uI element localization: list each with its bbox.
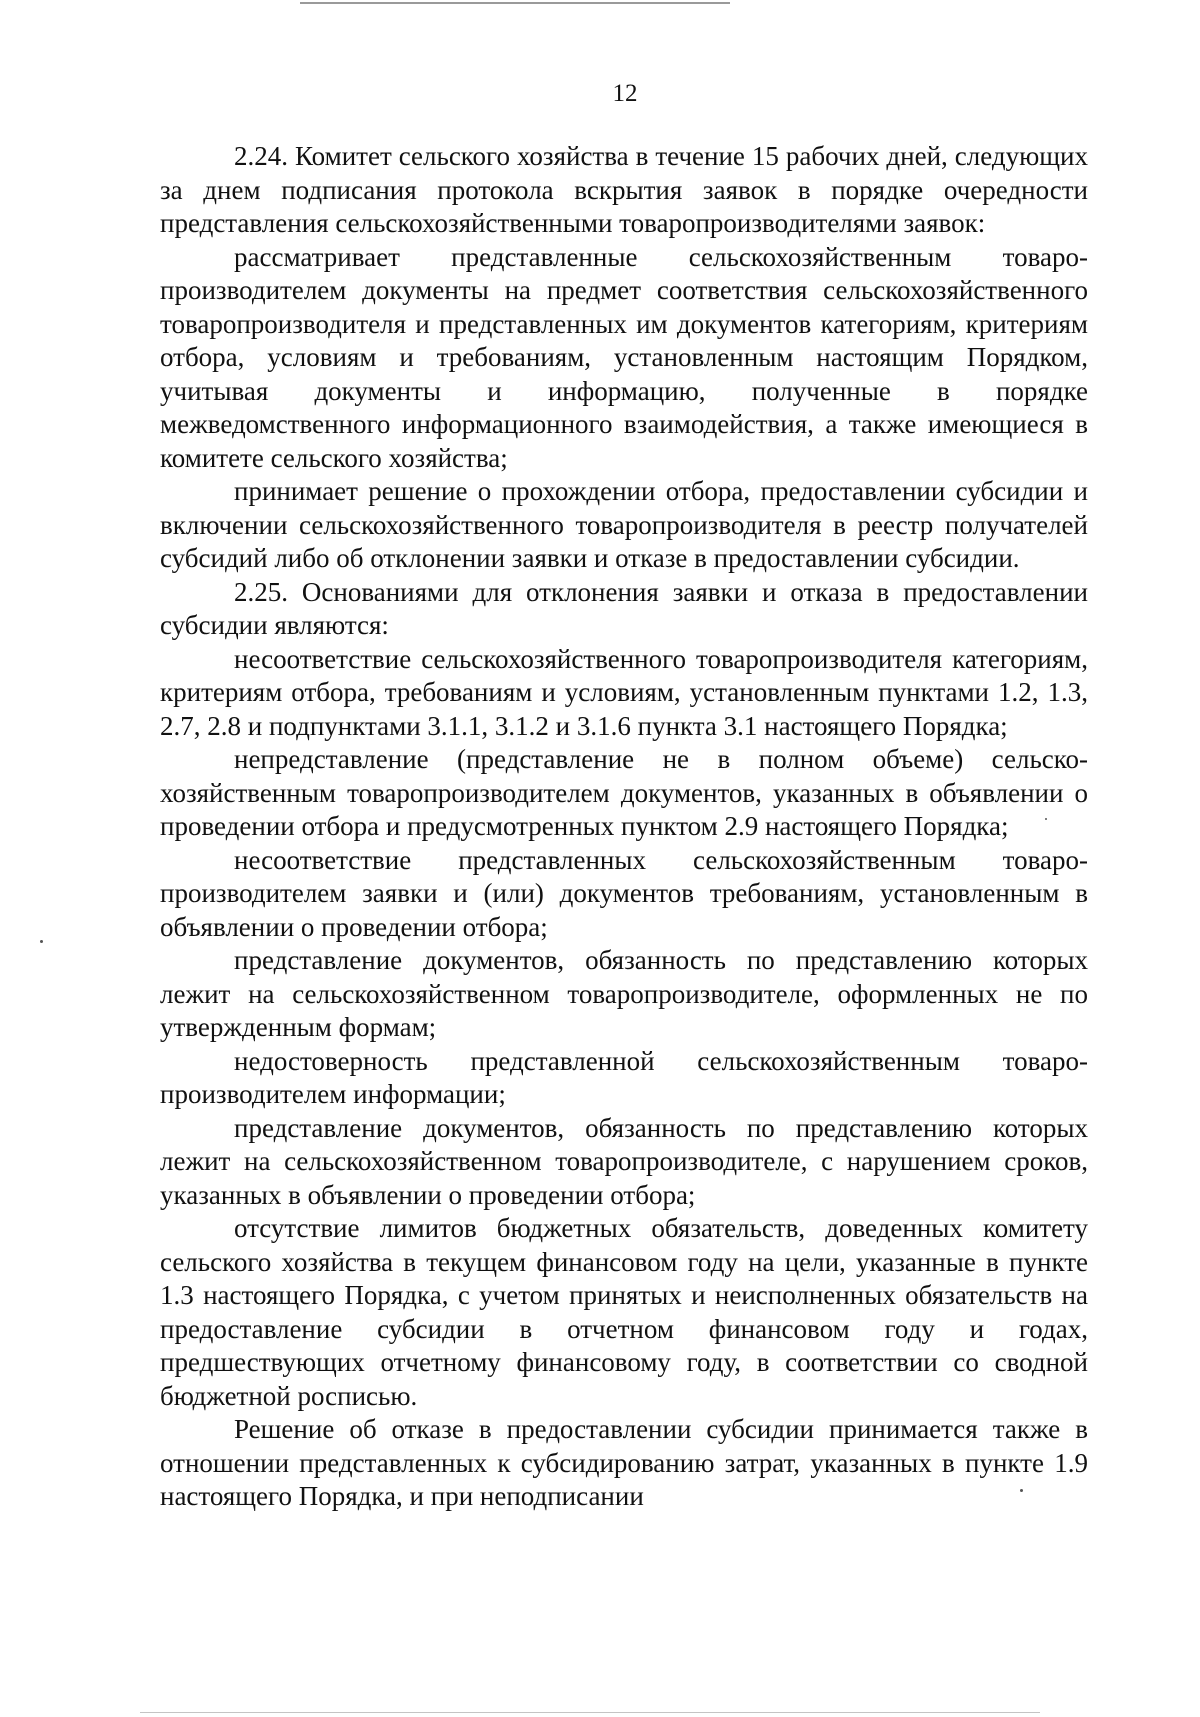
paragraph-ground-no-limits: отсутствие лимитов бюджетных обязательств, доведенных комитету сельского хозяйства в текущем финансовом году на цели, указанные в пункте 1.3 настоящего Порядка, с учетом принятых и неисполненных обязательств на предоставление субсидии в отчетном финансовом году и годах, предшествующих отчетному финансовому году, в соответствии со сводной бюджетной росписью.: [160, 1213, 1088, 1411]
paragraph-review-documents: рассматривает представленные сельскохозяйственным товаропроизводителем документы на предмет соответствия сельскохозяйственного товаропроизводителя и представленных им документов категориям, критериям отбора, условиям и требованиям, установленным настоящим Порядком, учитывая документы и информацию, полученные в порядке межведомственного информационного взаимодействия, а также имеющиеся в комитете сельского хозяйства;: [160, 241, 1088, 473]
paragraph-2-24: 2.24. Комитет сельского хозяйства в течение 15 рабочих дней, следующих за днем подписания протокола вскрытия заявок в порядке очередности представления сельскохозяйственными товаропроизводителями заявок:: [160, 141, 1088, 238]
paragraph-decision: принимает решение о прохождении отбора, предоставлении субсидии и включении сельскохозяйственного товаропроизводителя в реестр получателей субсидий либо об отклонении заявки и отказе в предоставлении субсидии.: [160, 476, 1088, 573]
document-body: [160, 140, 1088, 1514]
paragraph-ground-unreliable-info: недостоверность представленной сельскохозяйственным товаропроизводителем информации;: [160, 1045, 1088, 1109]
scan-speck: [1045, 818, 1047, 820]
paragraph-ground-documents-mismatch: несоответствие представленных сельскохозяйственным товаропроизводителем заявки и (или) документов требованиям, установленным в объявлении о проведении отбора;: [160, 844, 1088, 942]
paragraph-refusal-decision: Решение об отказе в предоставлении субсидии принимается также в отношении представленных к субсидированию затрат, указанных в пункте 1.9 настоящего Порядка, и при неподписании: [160, 1414, 1088, 1511]
scan-edge-top: [300, 2, 730, 4]
paragraph-ground-wrong-forms: представление документов, обязанность по представлению которых лежит на сельскохозяйственном товаропроизводителе, оформленных не по утвержденным формам;: [160, 945, 1088, 1042]
paragraph-ground-late-submission: представление документов, обязанность по представлению которых лежит на сельскохозяйственном товаропроизводителе, с нарушением сроков, указанных в объявлении о проведении отбора;: [160, 1112, 1088, 1210]
paragraph-ground-nonconformity: несоответствие сельскохозяйственного товаропроизводителя категориям, критериям отбора, требованиям и условиям, установленным пунктами 1.2, 1.3, 2.7, 2.8 и подпунктами 3.1.1, 3.1.2 и 3.1.6 пункта 3.1 настоящего Порядка;: [160, 643, 1088, 741]
paragraph-2-25: 2.25. Основаниями для отклонения заявки и отказа в предоставлении субсидии являются:: [160, 576, 1088, 640]
scan-edge-bottom: [140, 1712, 1040, 1713]
scan-speck: [40, 940, 43, 943]
paragraph-ground-nonsubmission: непредставление (представление не в полном объеме) сельскохозяйственным товаропроизводителем документов, указанных в объявлении о проведении отбора и предусмотренных пунктом 2.9 настоящего Порядка;: [160, 744, 1088, 841]
page-number: 12: [612, 80, 638, 107]
scan-speck: [1020, 1489, 1023, 1492]
